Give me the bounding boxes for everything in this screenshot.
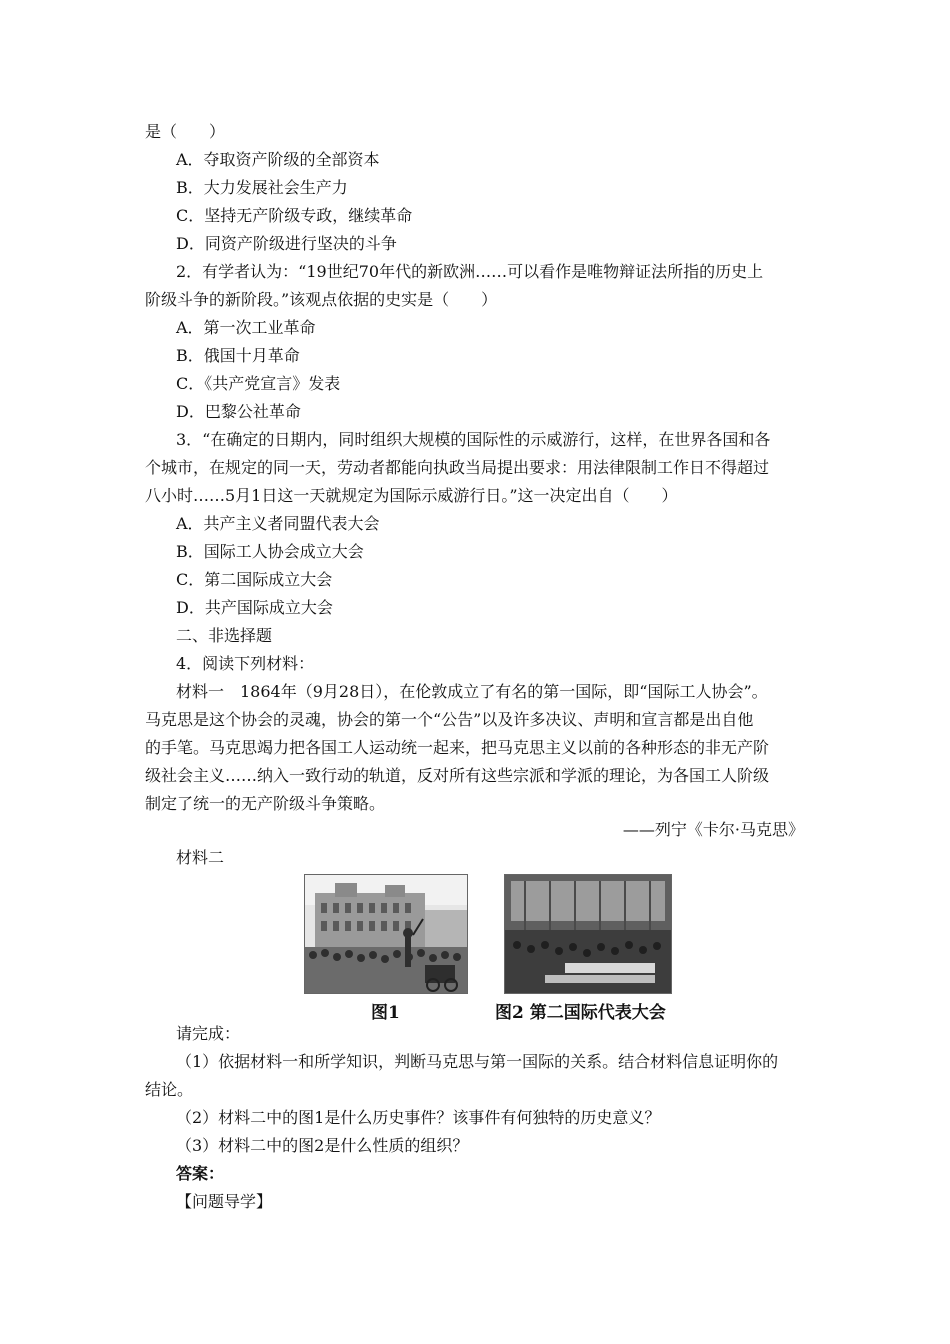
q2-option-d: D．巴黎公社革命 bbox=[176, 402, 301, 421]
q3-option-a: A．共产主义者同盟代表大会 bbox=[176, 514, 380, 533]
instructions-label: 请完成： bbox=[176, 1024, 241, 1043]
q2-option-c: C．《共产党宣言》发表 bbox=[176, 374, 341, 393]
question-2-stem: 2．有学者认为：“19世纪70年代的新欧洲……可以看作是唯物辩证法所指的历史上 bbox=[176, 262, 764, 281]
figure-1-illustration bbox=[305, 875, 467, 993]
q2-option-b: B．俄国十月革命 bbox=[176, 346, 300, 365]
q3-option-c: C．第二国际成立大会 bbox=[176, 570, 333, 589]
sub-question-3: （3）材料二中的图2是什么性质的组织？ bbox=[176, 1136, 469, 1155]
question-3-stem-cont-1: 个城市，在规定的同一天，劳动者都能向执政当局提出要求：用法律限制工作日不得超过 bbox=[145, 458, 770, 477]
material-1-citation: ——列宁《卡尔·马克思》 bbox=[622, 820, 804, 839]
material-1-line-4: 级社会主义……纳入一致行动的轨道，反对所有这些宗派和学派的理论，为各国工人阶级 bbox=[145, 766, 770, 785]
q3-option-b: B．国际工人协会成立大会 bbox=[176, 542, 364, 561]
answer-heading: 答案： bbox=[176, 1164, 225, 1183]
material-1-line-5: 制定了统一的无产阶级斗争策略。 bbox=[145, 794, 386, 813]
figure-1-image bbox=[304, 874, 468, 994]
q2-option-a: A．第一次工业革命 bbox=[176, 318, 316, 337]
material-1-line-2: 马克思是这个协会的灵魂，协会的第一个“公告”以及许多决议、声明和宣言都是出自他 bbox=[145, 710, 754, 729]
sub-question-1: （1）依据材料一和所学知识，判断马克思与第一国际的关系。结合材料信息证明你的 bbox=[176, 1052, 779, 1071]
q1-option-a: A．夺取资产阶级的全部资本 bbox=[176, 150, 380, 169]
figure-2-caption: 图2 第二国际代表大会 bbox=[495, 1003, 666, 1023]
q1-option-c: C．坚持无产阶级专政，继续革命 bbox=[176, 206, 413, 225]
figure-1-caption: 图1 bbox=[371, 1003, 400, 1023]
section-heading-non-choice: 二、非选择题 bbox=[176, 626, 273, 645]
question-4-stem: 4．阅读下列材料： bbox=[176, 654, 315, 673]
q3-option-d: D．共产国际成立大会 bbox=[176, 598, 333, 617]
question-1-stem-end: 是（ ） bbox=[145, 122, 226, 141]
q1-option-b: B．大力发展社会生产力 bbox=[176, 178, 348, 197]
sub-question-1-cont: 结论。 bbox=[145, 1080, 194, 1099]
figure-2-image bbox=[504, 874, 672, 994]
question-3-stem-cont-2: 八小时……5月1日这一天就规定为国际示威游行日。”这一决定出自（ ） bbox=[145, 486, 678, 505]
sub-question-2: （2）材料二中的图1是什么历史事件？该事件有何独特的历史意义？ bbox=[176, 1108, 661, 1127]
question-3-stem: 3．“在确定的日期内，同时组织大规模的国际性的示威游行，这样，在世界各国和各 bbox=[176, 430, 771, 449]
material-1-line-1: 材料一 1864年（9月28日），在伦敦成立了有名的第一国际，即“国际工人协会”。 bbox=[176, 682, 768, 701]
q1-option-d: D．同资产阶级进行坚决的斗争 bbox=[176, 234, 397, 253]
material-1-line-3: 的手笔。马克思竭力把各国工人运动统一起来，把马克思主义以前的各种形态的非无产阶 bbox=[145, 738, 770, 757]
material-2-label: 材料二 bbox=[176, 848, 225, 867]
figure-2-illustration bbox=[505, 875, 671, 993]
problem-guide-heading: 【问题导学】 bbox=[176, 1192, 273, 1211]
question-2-stem-cont: 阶级斗争的新阶段。”该观点依据的史实是（ ） bbox=[145, 290, 498, 309]
